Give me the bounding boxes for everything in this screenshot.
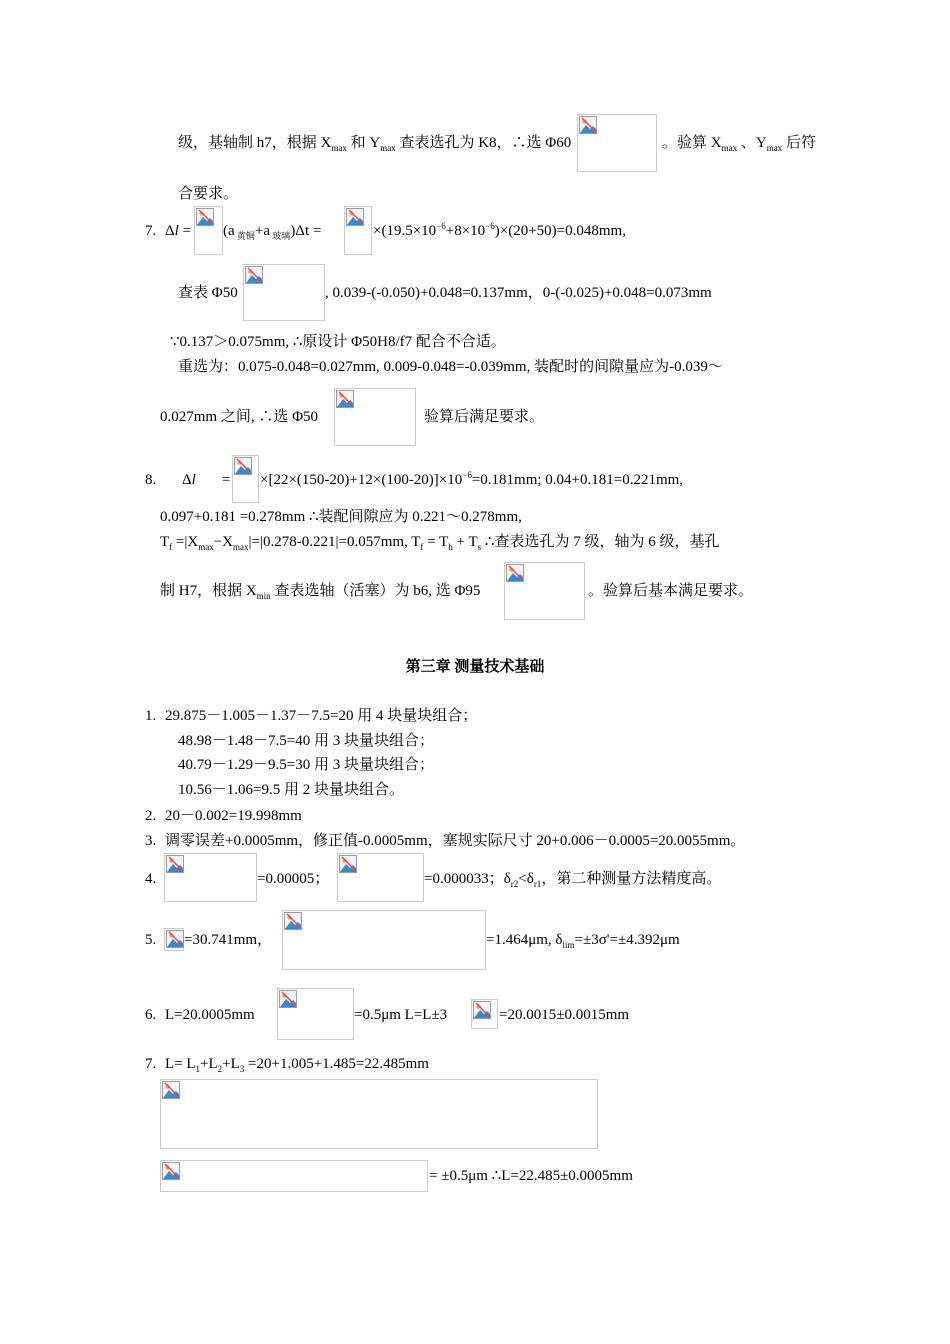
paragraph-line: ∵0.137＞0.075mm, ∴原设计 Φ50H8/f7 配合不合适。 [170,334,506,350]
paragraph-line: 查表 Φ50 [178,285,238,301]
text: T [160,534,170,550]
paragraph-line: 重选为：0.075-0.048=0.027mm, 0.009-0.048=-0.039mm, 装配时的间隙量应为-0.039～ [178,359,723,375]
paragraph-line: 合要求。 [178,186,239,202]
item-1-number: 1. [145,708,157,724]
formula-line [260,470,683,490]
broken-image-glyph [167,931,183,947]
formula-line [182,470,196,490]
text: ×[22×(150-20)+12×(100-20)]×10 [260,472,463,488]
broken-image-glyph [235,458,251,474]
subscript: 黄铜 [234,231,255,241]
broken-image-placeholder [337,853,424,902]
list-item: =0.5μm L=L±3 [354,1007,448,1023]
image-icon [284,912,302,930]
text: = T [423,534,449,550]
text: −X [213,534,234,550]
list-item: =30.741mm， [184,932,273,948]
subscript: 3 [239,1064,245,1074]
paragraph-line: , 0.039-(-0.050)+0.048=0.137mm，0-(-0.025)+0.048=0.073mm [325,285,712,301]
text: +a [254,223,271,239]
subscript: h [448,542,453,552]
text: +L [222,1056,240,1072]
text: 、Y [737,135,767,151]
paragraph-line: 验算后满足要求。 [424,409,545,425]
item-3-number: 3. [145,833,157,849]
broken-image-placeholder [334,388,416,446]
symbol: l [174,223,179,239]
formula-line [165,221,191,241]
item-4-number: 4. [145,871,157,887]
formula-line [373,221,626,241]
item-5-number: 5. [145,932,157,948]
broken-image-glyph [507,565,523,581]
item-6-number: 6. [145,1007,157,1023]
list-item: 48.98－1.48－7.5=40 用 3 块量块组合； [178,733,434,749]
broken-image-placeholder [160,1079,598,1149]
image-icon [506,564,524,582]
image-icon [196,208,214,226]
broken-image-glyph [337,391,353,407]
subscript: max [766,143,783,153]
broken-image-glyph [474,1002,490,1018]
text: 级，基轴制 h7，根据 X [178,135,332,151]
paragraph-line: 。验算后基本满足要求。 [588,583,754,599]
broken-image-placeholder [243,264,325,321]
text: =0.000033；δ [424,871,511,887]
subscript: 玻璃 [270,231,291,241]
item-2-number: 2. [145,808,157,824]
formula-line: = [222,472,231,488]
text: ×(19.5×10 [373,223,437,239]
broken-image-glyph [285,913,301,929]
subscript: f [420,542,424,552]
text: 制 H7，根据 X [160,583,257,599]
broken-image-glyph [163,1082,179,1098]
text: =20+1.005+1.485=22.485mm [244,1056,429,1072]
broken-image-placeholder [194,206,223,255]
broken-image-placeholder [277,988,354,1040]
broken-image-glyph [246,267,262,283]
broken-image-placeholder [232,455,259,503]
subscript: f [169,542,173,552]
paragraph-line: 0.027mm 之间, ∴选 Φ50 [160,409,319,425]
text: +8×10 [445,223,486,239]
list-item: L=20.0005mm [165,1007,255,1023]
list-item: 29.875－1.005－1.37－7.5=20 用 4 块量块组合； [165,708,478,724]
image-icon [579,116,597,134]
question-8-number: 8. [145,472,157,488]
text: ∴查表选孔为 7 级，轴为 6 级，基孔 [481,534,720,550]
text: (a [223,223,235,239]
text: 和 Y [346,135,381,151]
text: + T [452,534,478,550]
formula-line [160,532,719,552]
broken-image-placeholder [282,910,486,970]
image-icon [162,1081,180,1099]
image-icon [166,930,184,948]
text: =0.181mm; 0.04+0.181=0.221mm, [471,472,684,488]
subscript: max [331,143,347,153]
broken-image-glyph [163,1163,179,1179]
broken-image-placeholder [577,114,657,172]
image-icon [473,1001,491,1019]
text: |=|0.278-0.221|=0.057mm, T [248,534,421,550]
subscript: s [477,542,482,552]
subscript: r1 [533,879,542,889]
text: 后符 [782,135,816,151]
subscript: max [380,143,396,153]
image-icon [346,208,364,226]
list-item [424,869,721,889]
list-item: 调零误差+0.0005mm，修正值-0.0005mm，塞规实际尺寸 20+0.006－0.0005=20.0055mm。 [165,833,746,849]
broken-image-glyph [347,209,363,225]
item-7-number: 7. [145,1056,157,1072]
broken-image-placeholder [471,999,498,1029]
chapter-title: 第三章 测量技术基础 [405,659,545,675]
broken-image-placeholder [504,562,585,620]
text: )×(20+50)=0.048mm, [494,223,626,239]
list-item: 20－0.002=19.998mm [165,808,302,824]
broken-image-glyph [340,856,356,872]
formula-line [160,581,480,601]
paragraph-line [662,133,816,153]
superscript: −6 [462,470,472,480]
subscript: 1 [195,1064,201,1074]
text: Δ [182,472,192,488]
paragraph-line: 0.097+0.181 =0.278mm ∴装配间隙应为 0.221～0.278mm, [160,509,522,525]
text: =|X [172,534,199,550]
text: ，第二种测量方法精度高。 [541,871,722,887]
broken-image-placeholder [164,928,184,951]
image-icon [245,266,263,284]
subscript: max [721,143,738,153]
paragraph-line [178,133,571,153]
image-icon [166,855,184,873]
list-item: =0.00005； [257,871,330,887]
text: 查表选轴（活塞）为 b6, 选 Φ95 [270,583,481,599]
broken-image-placeholder [344,206,372,255]
text: L= L [165,1056,196,1072]
image-icon [339,855,357,873]
broken-image-placeholder [160,1160,428,1192]
text: 。验算 X [662,135,722,151]
list-item: = ±0.5μm ∴L=22.485±0.0005mm [429,1168,633,1184]
symbol: l [191,472,196,488]
subscript: min [256,591,271,601]
broken-image-glyph [167,856,183,872]
image-icon [162,1162,180,1180]
superscript: −6 [436,221,446,231]
text: <δ [518,871,534,887]
subscript: max [233,542,249,552]
list-item [486,930,680,950]
list-item: 40.79－1.29－9.5=30 用 3 块量块组合； [178,757,434,773]
formula-line [223,221,321,241]
broken-image-placeholder [164,853,257,902]
image-icon [234,457,252,475]
text: +L [200,1056,218,1072]
subscript: max [198,542,214,552]
broken-image-glyph [197,209,213,225]
list-item: =20.0015±0.0015mm [499,1007,630,1023]
text: =1.464μm, δ [486,932,563,948]
image-icon [336,390,354,408]
text: 查表选孔为 K8，∴选 Φ60 [395,135,572,151]
list-item: 10.56－1.06=9.5 用 2 块量块组合。 [178,782,404,798]
superscript: −6 [485,221,495,231]
text: =±3σ'=±4.392μm [574,932,680,948]
text: Δ [165,223,175,239]
text: )Δt = [290,223,322,239]
list-item [165,1054,429,1074]
subscript: 2 [217,1064,223,1074]
text: = [178,223,192,239]
broken-image-glyph [580,117,596,133]
question-7-number: 7. [145,223,157,239]
broken-image-glyph [280,991,296,1007]
subscript: lim [562,940,575,950]
subscript: r2 [510,879,519,889]
image-icon [279,990,297,1008]
